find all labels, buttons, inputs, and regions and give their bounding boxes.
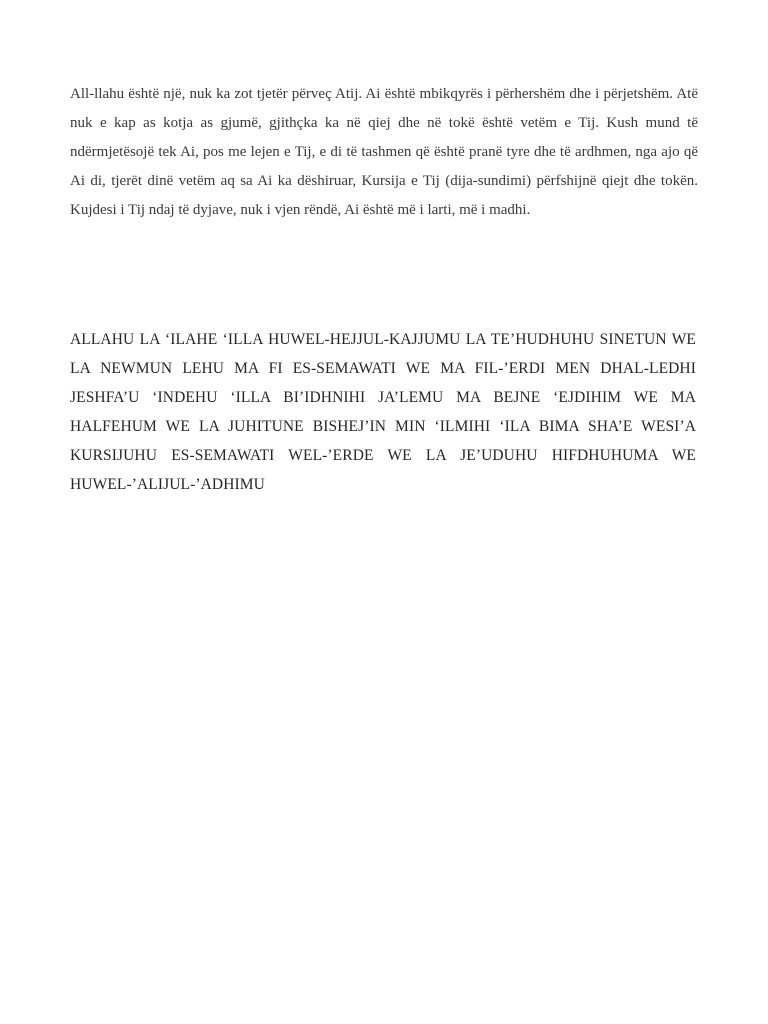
albanian-translation-paragraph: All-llahu është një, nuk ka zot tjetër përveç Atij. Ai është mbikqyrës i përhershëm dhe i përjetshëm. Atë nuk e kap as kotja as gjumë, gjithçka ka në qiej dhe në tokë është vetëm e Tij. Kush mund të ndërmjetësojë tek Ai, pos me lejen e Tij, e di të tashmen që është pranë tyre dhe të ardhmen, nga ajo që Ai di, tjerët dinë vetëm aq sa Ai ka dëshiruar, Kursija e Tij (dija-sundimi) përfshijnë qiejt dhe tokën. Kujdesi i Tij ndaj të dyjave, nuk i vjen rëndë, Ai është më i larti, më i madhi. xyxy=(70,86,698,218)
arabic-transliteration-paragraph: ALLAHU LA ‘ILAHE ‘ILLA HUWEL-HEJJUL-KAJJUMU LA TE’HUDHUHU SINETUN WE LA NEWMUN LEHU MA FI ES-SEMAWATI WE MA FIL-’ERDI MEN DHAL-LEDHI JESHFA’U ‘INDEHU ‘ILLA BI’IDHNIHI JA’LEMU MA BEJNE ‘EJDIHIM WE MA HALFEHUM WE LA JUHITUNE BISHEJ’IN MIN ‘ILMIHI ‘ILA BIMA SHA’E WESI’A KURSIJUHU ES-SEMAWATI WEL-’ERDE WE LA JE’UDUHU HIFDHUHUMA WE HUWEL-’ALIJUL-’ADHIMU xyxy=(70,331,696,493)
